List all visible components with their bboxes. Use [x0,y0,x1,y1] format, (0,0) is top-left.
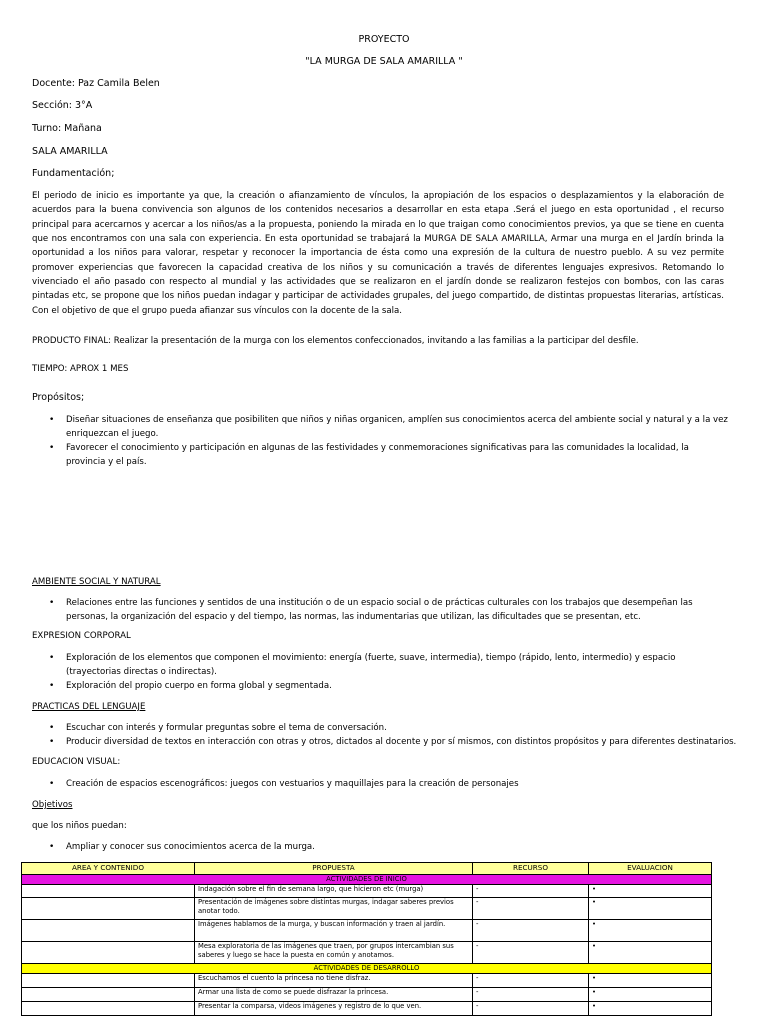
producto-final: PRODUCTO FINAL: Realizar la presentación de la murga con los elementos confeccionados, invitando a las familias a la participar del desfile. [32,336,639,346]
list-item: • Ampliar y conocer sus conocimientos acerca de la murga. [32,840,728,854]
evaluacion-cell: • [589,1002,712,1016]
recurso-cell: - [473,885,589,898]
tiempo-line: TIEMPO: APROX 1 MES [32,364,129,374]
educacion-list [32,777,728,791]
recurso-cell: - [473,974,589,988]
evaluacion-cell: • [589,988,712,1002]
recurso-cell: - [473,988,589,1002]
table-row [22,920,712,942]
section-row-desarrollo [22,964,712,974]
recurso-cell: - [473,1002,589,1016]
column-header: EVALUACION [589,863,712,875]
docente-line: Docente: Paz Camila Belen [32,78,160,89]
column-header: PROPUESTA [195,863,473,875]
column-header: RECURSO [473,863,589,875]
table-row [22,898,712,920]
evaluacion-cell: • [589,885,712,898]
expresion-label: EXPRESION CORPORAL [32,631,131,641]
seccion-line: Sección: 3°A [32,100,93,111]
objetivos-intro: que los niños puedan: [32,821,127,831]
project-subtitle: "LA MURGA DE SALA AMARILLA " [305,56,463,67]
objetivos-label: Objetivos [32,800,73,810]
table-row [22,1002,712,1016]
recurso-cell: - [473,920,589,942]
practicas-label: PRACTICAS DEL LENGUAJE [32,702,146,712]
table-row [22,885,712,898]
document-title: PROYECTO [358,34,410,45]
propuesta-cell: Escuchamos el cuento la princesa no tiene disfraz. [195,974,473,988]
list-item: • Escuchar con interés y formular preguntas sobre el tema de conversación. [32,721,742,735]
propuesta-cell: Imágenes hablamos de la murga, y buscan información y traen al jardín. [195,920,473,942]
list-item: • Producir diversidad de textos en interacción con otras y otros, dictados al docente y por sí mismos, con distintos propósitos y para diferentes destinatarios. [32,735,742,749]
propuesta-cell: Armar una lista de como se puede disfrazar la princesa. [195,988,473,1002]
planning-table [21,862,712,1016]
ambiente-label: AMBIENTE SOCIAL Y NATURAL [32,577,161,587]
fundamentacion-paragraph: El periodo de inicio es importante ya que, la creación o afianzamiento de vínculos, la apropiación de los espacios o desplazamientos y la elaboración de acuerdos para la buena convivencia son algunos de los contenidos necesarios a desarrollar en esta etapa .Será el juego en esta oportunidad , el recurso principal para acercarnos y acercar a los niños/as a la propuesta, poniendo la mirada en lo que traigan como conocimientos previos, ya que se tiene en cuenta que nos encontramos con una sala con experiencia. En esta oportunidad se trabajará la MURGA DE SALA AMARILLA, Armar una murga en el Jardín brinda la oportunidad a los niños para valorar, respetar y reconocer la importancia de ésta como una expresión de la cultura de nuestro pueblo. A su vez permite promover experiencias que favorecen la capacidad creativa de los niños y su comunicación a través de diferentes lenguajes expresivos. Retomando lo vivenciado el año pasado con respecto al mundial y las actividades que se realizaron en el jardín donde se realizaron festejos con bombos, con las caras pintadas etc, se propone que los niños puedan indagar y participar de actividades grupales, del juego compartido, de distintas propuestas literarias, artísticas. Con el objetivo de que el grupo pueda afianzar sus vínculos con la docente de la sala. [32,191,724,316]
educacion-label: EDUCACION VISUAL: [32,757,121,767]
list-item: • Relaciones entre las funciones y sentidos de una institución o de un espacio social o de prácticas culturales con los trabajos que desempeñan las personas, la organización del espacio y del tiempo, las normas, las indumentarias que utilizan, las dificultades que se presentan, etc. [32,596,728,624]
list-item: • Creación de espacios escenográficos: juegos con vestuarios y maquillajes para la creación de personajes [32,777,728,791]
propositos-label: Propósitos; [32,392,85,403]
propuesta-cell: Indagación sobre el fin de semana largo, que hicieron etc (murga) [195,885,473,898]
propuesta-cell: Presentación de imágenes sobre distintas murgas, indagar saberes previos anotar todo. [195,898,473,920]
propositos-list [32,413,728,469]
propuesta-cell: Presentar la comparsa, videos imágenes y registro de lo que ven. [195,1002,473,1016]
section-label: ACTIVIDADES DE INICIO [22,875,712,885]
list-item: • Exploración del propio cuerpo en forma global y segmentada. [32,679,728,693]
recurso-cell: - [473,942,589,964]
list-item: • Exploración de los elementos que componen el movimiento: energía (fuerte, suave, intermedia), tiempo (rápido, lento, intermedio) y espacio (trayectorias directas o indirectas). [32,651,728,679]
propuesta-cell: Mesa exploratoria de las imágenes que traen, por grupos intercambian sus saberes y luego se hace la puesta en común y anotamos. [195,942,473,964]
turno-line: Turno: Mañana [32,123,102,134]
evaluacion-cell: • [589,920,712,942]
section-row-inicio [22,875,712,885]
evaluacion-cell: • [589,974,712,988]
ambiente-list [32,596,728,624]
practicas-list [32,721,742,749]
section-label: ACTIVIDADES DE DESARROLLO [22,964,712,974]
list-item: • Favorecer el conocimiento y participación en algunas de las festividades y conmemoraciones significativas para las comunidades la localidad, la provincia y el país. [32,441,728,469]
sala-line: SALA AMARILLA [32,146,108,157]
table-row [22,974,712,988]
expresion-list [32,651,728,693]
objetivos-list [32,840,728,854]
evaluacion-cell: • [589,898,712,920]
column-header: AREA Y CONTENIDO [22,863,195,875]
recurso-cell: - [473,898,589,920]
evaluacion-cell: • [589,942,712,964]
table-row [22,988,712,1002]
fundamentacion-label: Fundamentación; [32,168,115,179]
table-row [22,942,712,964]
table-header-row [22,863,712,875]
list-item: • Diseñar situaciones de enseñanza que posibiliten que niños y niñas organicen, amplíen sus conocimientos acerca del ambiente social y natural y a la vez enriquezcan el juego. [32,413,728,441]
